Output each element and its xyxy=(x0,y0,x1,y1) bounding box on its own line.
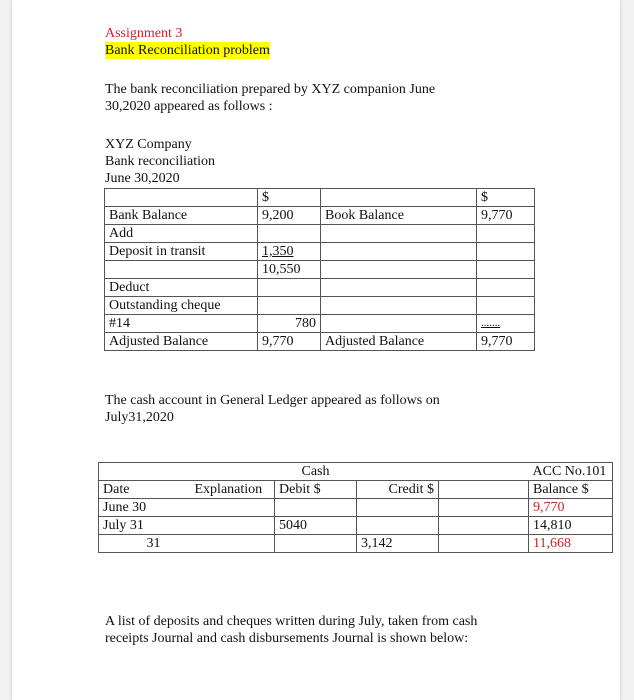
table-row xyxy=(99,499,613,517)
table-row xyxy=(105,189,535,207)
row-balance: 11,668 xyxy=(529,535,613,553)
subtotal-value: 10,550 xyxy=(258,261,321,279)
table-row xyxy=(105,297,535,315)
table-row xyxy=(105,261,535,279)
table-row xyxy=(105,243,535,261)
row-balance: 14,810 xyxy=(529,517,613,535)
dots-placeholder: ....... xyxy=(477,315,535,333)
adjusted-right-value: 9,770 xyxy=(477,333,535,351)
adjusted-left-value: 9,770 xyxy=(258,333,321,351)
header-credit: Credit $ xyxy=(357,481,439,499)
table-row xyxy=(105,225,535,243)
table-row xyxy=(105,207,535,225)
account-number: ACC No.101 xyxy=(529,463,613,481)
header-balance: Balance $ xyxy=(529,481,613,499)
deduct-label: Deduct xyxy=(105,279,258,297)
document-page xyxy=(12,0,620,700)
header-debit: Debit $ xyxy=(275,481,357,499)
row-date: July 31 xyxy=(99,517,191,535)
deposit-label: Deposit in transit xyxy=(105,243,258,261)
ledger-intro-line-1: The cash account in General Ledger appeared as follows on xyxy=(105,393,440,408)
closing-line-1: A list of deposits and cheques written during July, taken from cash xyxy=(105,614,478,629)
intro-line-1: The bank reconciliation prepared by XYZ companion June xyxy=(105,82,436,97)
book-balance-label: Book Balance xyxy=(321,207,477,225)
table-row xyxy=(99,517,613,535)
assignment-subtitle: Bank Reconciliation problem xyxy=(105,43,270,58)
table-row xyxy=(99,535,613,553)
closing-line-2: receipts Journal and cash disbursements Journal is shown below: xyxy=(105,631,469,646)
outstanding-label: Outstanding cheque xyxy=(105,297,258,315)
adjusted-right-label: Adjusted Balance xyxy=(321,333,477,351)
company-date: June 30,2020 xyxy=(105,171,180,186)
deposit-value: 1,350 xyxy=(258,243,321,261)
bank-balance-value: 9,200 xyxy=(258,207,321,225)
row-date: June 30 xyxy=(99,499,191,517)
table-row xyxy=(105,279,535,297)
add-label: Add xyxy=(105,225,258,243)
row-balance: 9,770 xyxy=(529,499,613,517)
table-row xyxy=(105,315,535,333)
intro-line-2: 30,2020 appeared as follows : xyxy=(105,99,273,114)
ledger-table xyxy=(98,462,613,553)
adjusted-left-label: Adjusted Balance xyxy=(105,333,258,351)
table-row xyxy=(99,481,613,499)
row-date: 31 xyxy=(99,535,191,553)
table-row xyxy=(99,463,613,481)
header-explanation: Explanation xyxy=(191,481,275,499)
ledger-intro-line-2: July31,2020 xyxy=(105,410,174,425)
bank-balance-label: Bank Balance xyxy=(105,207,258,225)
reconciliation-table xyxy=(104,188,535,351)
row-debit: 5040 xyxy=(275,517,357,535)
assignment-title: Assignment 3 xyxy=(105,26,183,41)
cheque-value: 780 xyxy=(258,315,321,333)
row-credit: 3,142 xyxy=(357,535,439,553)
header-date: Date xyxy=(99,481,191,499)
currency-right: $ xyxy=(477,189,535,207)
currency-left: $ xyxy=(258,189,321,207)
table-row xyxy=(105,333,535,351)
book-balance-value: 9,770 xyxy=(477,207,535,225)
cheque-number: #14 xyxy=(105,315,258,333)
company-doc: Bank reconciliation xyxy=(105,154,216,169)
company-name: XYZ Company xyxy=(105,137,192,152)
account-name: Cash xyxy=(275,463,357,481)
